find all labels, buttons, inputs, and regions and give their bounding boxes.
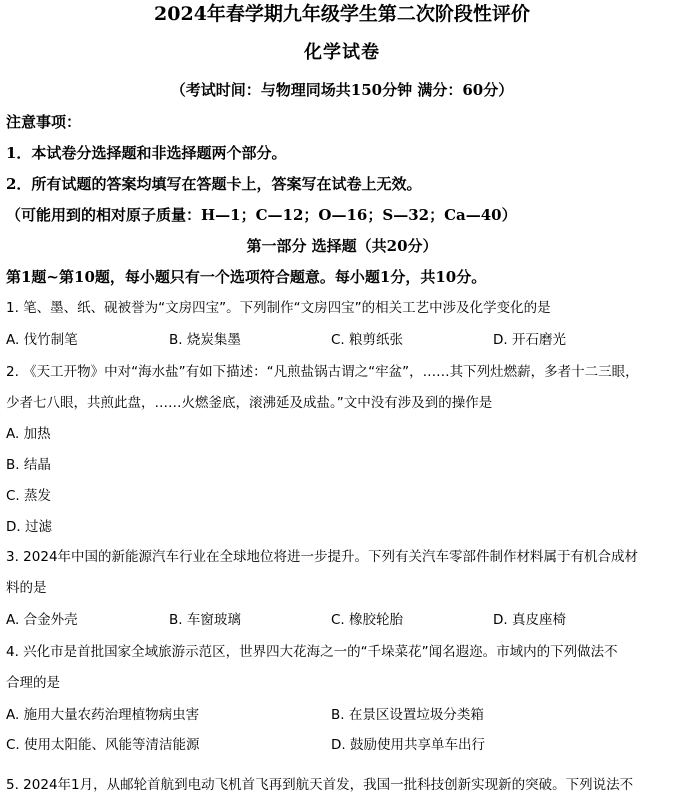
question-1-option-b[interactable]: B. 烧炭集墨 (169, 332, 241, 348)
subject-title: 化学试卷 (304, 42, 380, 63)
exam-title: 2024年春学期九年级学生第二次阶段性评价 (154, 3, 530, 25)
part1-instruction: 第1题~第10题，每小题只有一个选项符合题意。每小题1分，共10分。 (6, 268, 487, 286)
atomic-masses: （可能用到的相对原子质量：H—1；C—12；O—16；S—32；Ca—40） (6, 206, 517, 224)
exam-info: （考试时间：与物理同场共150分钟 满分：60分） (170, 81, 514, 99)
notes-heading: 注意事项： (6, 113, 82, 131)
question-1-option-d[interactable]: D. 开石磨光 (493, 332, 566, 348)
question-1-option-c[interactable]: C. 粮剪纸张 (331, 332, 404, 348)
question-4-option-c[interactable]: C. 使用太阳能、风能等清洁能源 (6, 737, 200, 753)
question-4-stem-line-2: 合理的是 (6, 675, 60, 691)
question-3-option-d[interactable]: D. 真皮座椅 (493, 612, 566, 628)
question-4-option-a[interactable]: A. 施用大量农药治理植物病虫害 (6, 707, 200, 723)
question-3-stem-line-2: 料的是 (6, 580, 47, 596)
question-3-option-a[interactable]: A. 合金外壳 (6, 612, 78, 628)
question-3-stem-line-1: 3. 2024年中国的新能源汽车行业在全球地位将进一步提升。下列有关汽车零部件制作材料属于有机合成材 (6, 549, 639, 565)
question-5-stem-line-1: 5. 2024年1月，从邮轮首航到电动飞机首飞再到航天首发，我国一批科技创新实现新的突破。下列说法不 (6, 777, 634, 793)
question-4-option-d[interactable]: D. 鼓励使用共享单车出行 (331, 737, 485, 753)
note-item-2: 2．所有试题的答案均填写在答题卡上，答案写在试卷上无效。 (6, 175, 422, 193)
question-3-option-c[interactable]: C. 橡胶轮胎 (331, 612, 404, 628)
question-1-option-a[interactable]: A. 伐竹制笔 (6, 332, 78, 348)
question-2-stem-line-2: 少者七八眼，共煎此盘，……火燃釜底，滚沸延及成盐。”文中没有涉及到的操作是 (6, 395, 493, 411)
question-2-option-c[interactable]: C. 蒸发 (6, 488, 52, 504)
question-2-option-a[interactable]: A. 加热 (6, 426, 51, 442)
question-3-option-b[interactable]: B. 车窗玻璃 (169, 612, 241, 628)
question-2-option-d[interactable]: D. 过滤 (6, 519, 52, 535)
question-4-stem-line-1: 4. 兴化市是首批国家全域旅游示范区，世界四大花海之一的“千垛菜花”闻名遐迩。市域内的下列做法不 (6, 644, 618, 660)
part1-heading: 第一部分 选择题（共20分） (246, 237, 438, 255)
question-1-stem: 1. 笔、墨、纸、砚被誉为“文房四宝”。下列制作“文房四宝”的相关工艺中涉及化学变化的是 (6, 300, 551, 316)
note-item-1: 1．本试卷分选择题和非选择题两个部分。 (6, 144, 287, 162)
question-2-option-b[interactable]: B. 结晶 (6, 457, 51, 473)
question-4-option-b[interactable]: B. 在景区设置垃圾分类箱 (331, 707, 484, 723)
question-2-stem-line-1: 2. 《天工开物》中对“海水盐”有如下描述：“凡煎盐锅古谓之“牢盆”，……其下列灶燃薪，多者十二三眼， (6, 364, 639, 380)
